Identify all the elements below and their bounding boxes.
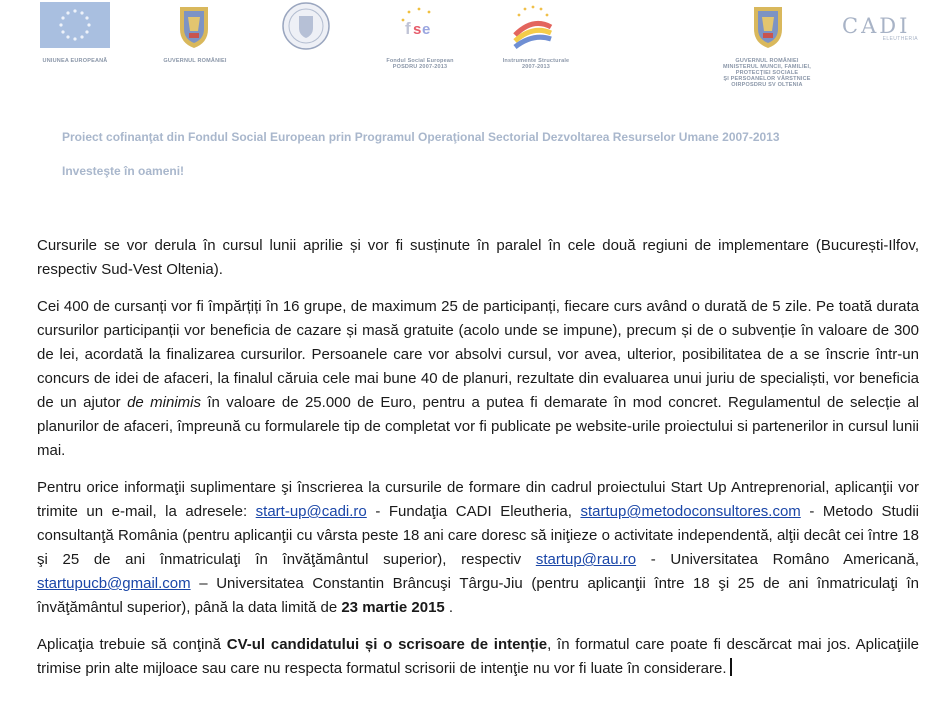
romania-coat-of-arms-icon — [176, 3, 212, 49]
email-link-cadi[interactable]: start-up@cadi.ro — [255, 503, 367, 520]
government-caption: GUVERNUL ROMÂNIEI — [163, 58, 227, 64]
tagline: Investeşte în oameni! — [62, 164, 185, 178]
fse-caption: Fondul Social European POSDRU 2007-2013 — [386, 58, 454, 70]
cadi-logo-sub: ELEUTHERIA — [882, 36, 918, 42]
eu-caption: UNIUNEA EUROPEANĂ — [42, 58, 108, 64]
ministry-caption: GUVERNUL ROMÂNIEI MINISTERUL MUNCII, FAMILIEI, PROTECŢIEI SOCIALE ŞI PERSOANELOR VÂRSTNICE OIRPOSDRU SV OLTENIA — [723, 58, 811, 88]
article-body — [37, 234, 919, 694]
paragraph-1: Cursurile se vor derula în cursul lunii aprilie și vor fi susținute în paralel în cele două regiuni de implementare (București-Ilfov, respectiv Sud-Vest Oltenia). — [37, 237, 919, 278]
eu-flag-logo — [40, 2, 110, 48]
de-minimis-term: de minimis — [127, 394, 201, 411]
instrumente-structurale-icon — [509, 3, 557, 49]
email-link-ucb[interactable]: startupucb@gmail.com — [37, 575, 191, 592]
deadline-date: 23 martie 2015 — [341, 599, 445, 616]
svg-text:s: s — [413, 21, 422, 38]
government-seal-icon — [282, 2, 330, 50]
fse-logo-icon — [395, 4, 443, 48]
paragraph-2: Cei 400 de cursanți vor fi împărțiți în 16 grupe, de maximum 25 de participanți, fiecare curs având o durată de 5 zile. Pe toată durata cursurilor participanții vor beneficia de cazare și masă gratuite (acolo unde se impune), precum și de o subvenție în valoare de 300 de lei, acordată la finalizarea cursurilor. Persoanele care vor absolvi cursul, vor avea, ulterior, posibilitatea de a se înscrie într-un concurs de idei de afaceri, la finalul căruia cele mai bune 40 de planuri, rezultate din evaluarea unui juriu de specialiști, vor beneficia de un ajutor de minimis în valoare de 25.000 de Euro, pentru a putea fi demarate în mod concret. Regulamentul de selecție al planurilor de afaceri, împreună cu formularele tip de completat vor fi publicate pe website-urile proiectului si partenerilor in cursul lunii mai. — [37, 298, 919, 459]
ministry-coat-of-arms-icon — [750, 3, 786, 49]
svg-text:f: f — [405, 19, 411, 38]
cadi-logo — [842, 14, 918, 42]
cadi-logo-word: CADI — [842, 14, 911, 38]
paragraph-4: Aplicaţia trebuie să conţină CV-ul candidatului și o scrisoare de intenție, în formatul care poate fi descărcat mai jos. Aplicaţiile trimise prin alte mijloace sau care nu respecta formatul scrisorii de intenţie nu vor fi luate în considerare. — [37, 636, 919, 677]
email-link-rau[interactable]: startup@rau.ro — [535, 551, 637, 568]
paragraph-3: Pentru orice informaţii suplimentare şi înscrierea la cursurile de formare din cadrul proiectului Start Up Antreprenorial, aplicanţii vor trimite un e-mail, la adresele: start-up@cadi.ro - Fundaţia CADI Eleutheria, startup@metodoconsultores.com - Metodo Studii consultanţă România (pentru aplicanţii cu vârsta peste 18 ani care doresc să iniţieze o activitate independentă, alţii decât cei între 18 şi 25 de ani înmatriculaţi în învăţământul superior), respectiv startup@rau.ro - Universitatea Româno Americană, startupucb@gmail.com – Universitatea Constantin Brâncuşi Târgu-Jiu (pentru aplicanţii între 18 şi 25 de ani înmatriculaţi în învăţământul superior), până la data limită de 23 martie 2015 . — [37, 479, 920, 616]
text-cursor — [730, 658, 732, 676]
required-documents: CV-ul candidatului și o scrisoare de intenție — [226, 636, 548, 653]
instrumente-caption: Instrumente Structurale 2007-2013 — [502, 58, 570, 70]
svg-text:e: e — [422, 21, 431, 38]
email-link-metodo[interactable]: startup@metodoconsultores.com — [580, 503, 801, 520]
project-cofinancing-line: Proiect cofinanţat din Fondul Social European prin Programul Operaţional Sectorial Dezvoltarea Resurselor Umane 2007-2013 — [62, 130, 780, 144]
